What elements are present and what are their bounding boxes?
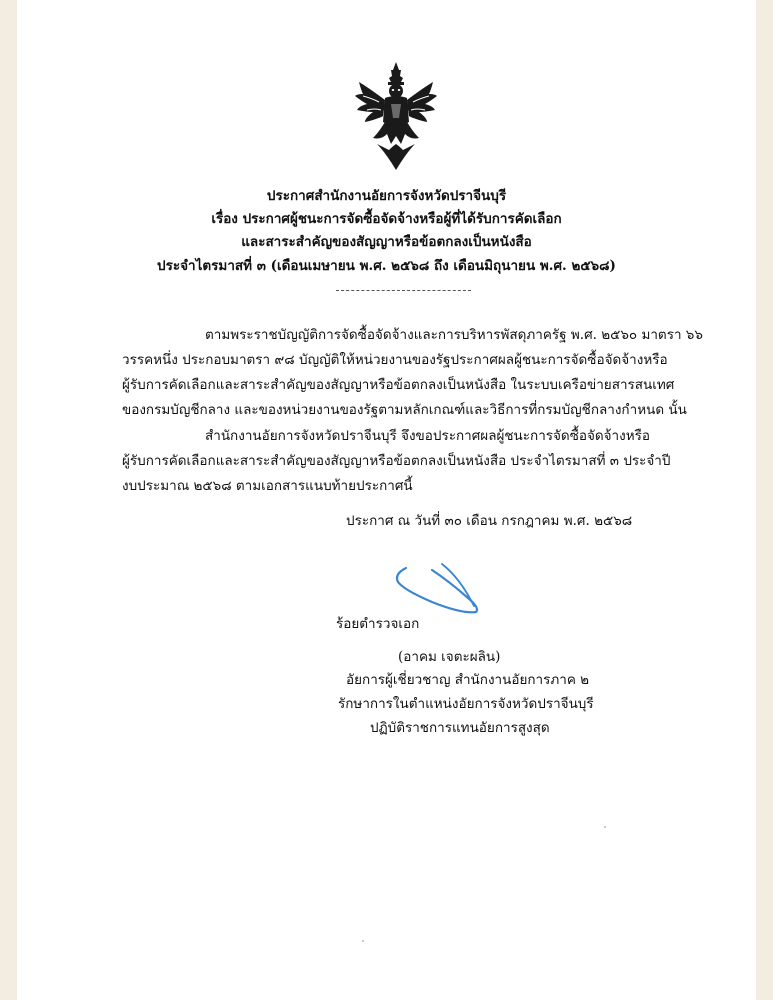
announce-date: ประกาศ ณ วันที่ ๓๐ เดือน กรกฎาคม พ.ศ. ๒๕๖๘ <box>346 513 633 529</box>
signer-rank: ร้อยตำรวจเอก <box>336 616 420 632</box>
para2-line: งบประมาณ ๒๕๖๘ ตามเอกสารแนบท้ายประกาศนี้ <box>122 478 413 494</box>
signer-title: รักษาการในตำแหน่งอัยการจังหวัดปราจีนบุรี <box>338 696 594 712</box>
para2-line: ผู้รับการคัดเลือกและสาระสำคัญของสัญญาหรือข้อตกลงเป็นหนังสือ ประจำไตรมาสที่ ๓ ประจำปี <box>122 453 671 469</box>
handwritten-signature <box>392 560 482 618</box>
signer-title: ปฏิบัติราชการแทนอัยการสูงสุด <box>370 720 550 736</box>
document-subject: เรื่อง ประกาศผู้ชนะการจัดซื้อจัดจ้างหรือผู้ที่ได้รับการคัดเลือก <box>211 211 562 227</box>
header-divider <box>336 290 471 291</box>
document-period: ประจำไตรมาสที่ ๓ (เดือนเมษายน พ.ศ. ๒๕๖๘ ถึง เดือนมิถุนายน พ.ศ. ๒๕๖๘) <box>157 258 616 274</box>
scan-speck <box>604 826 606 828</box>
para1-line: ผู้รับการคัดเลือกและสาระสำคัญของสัญญาหรือข้อตกลงเป็นหนังสือ ในระบบเครือข่ายสารสนเทศ <box>122 377 675 393</box>
document-subject-line2: และสาระสำคัญของสัญญาหรือข้อตกลงเป็นหนังสือ <box>241 234 532 250</box>
para1-line: ตามพระราชบัญญัติการจัดซื้อจัดจ้างและการบริหารพัสดุภาครัฐ พ.ศ. ๒๕๖๐ มาตรา ๖๖ <box>205 327 703 343</box>
para1-line: ของกรมบัญชีกลาง และของหน่วยงานของรัฐตามหลักเกณฑ์และวิธีการที่กรมบัญชีกลางกำหนด นั้น <box>122 402 687 418</box>
para2-line: สำนักงานอัยการจังหวัดปราจีนบุรี จึงขอประกาศผลผู้ชนะการจัดซื้อจัดจ้างหรือ <box>205 428 650 444</box>
signer-title: อัยการผู้เชี่ยวชาญ สำนักงานอัยการภาค ๒ <box>346 672 590 688</box>
signer-name: (อาคม เจตะผลิน) <box>398 649 501 665</box>
document-title: ประกาศสำนักงานอัยการจังหวัดปราจีนบุรี <box>266 188 507 204</box>
para1-line: วรรคหนึ่ง ประกอบมาตรา ๙๘ บัญญัติให้หน่วยงานของรัฐประกาศผลผู้ชนะการจัดซื้อจัดจ้างหรือ <box>122 352 668 368</box>
scan-speck <box>362 940 364 942</box>
garuda-emblem-icon <box>355 60 437 172</box>
